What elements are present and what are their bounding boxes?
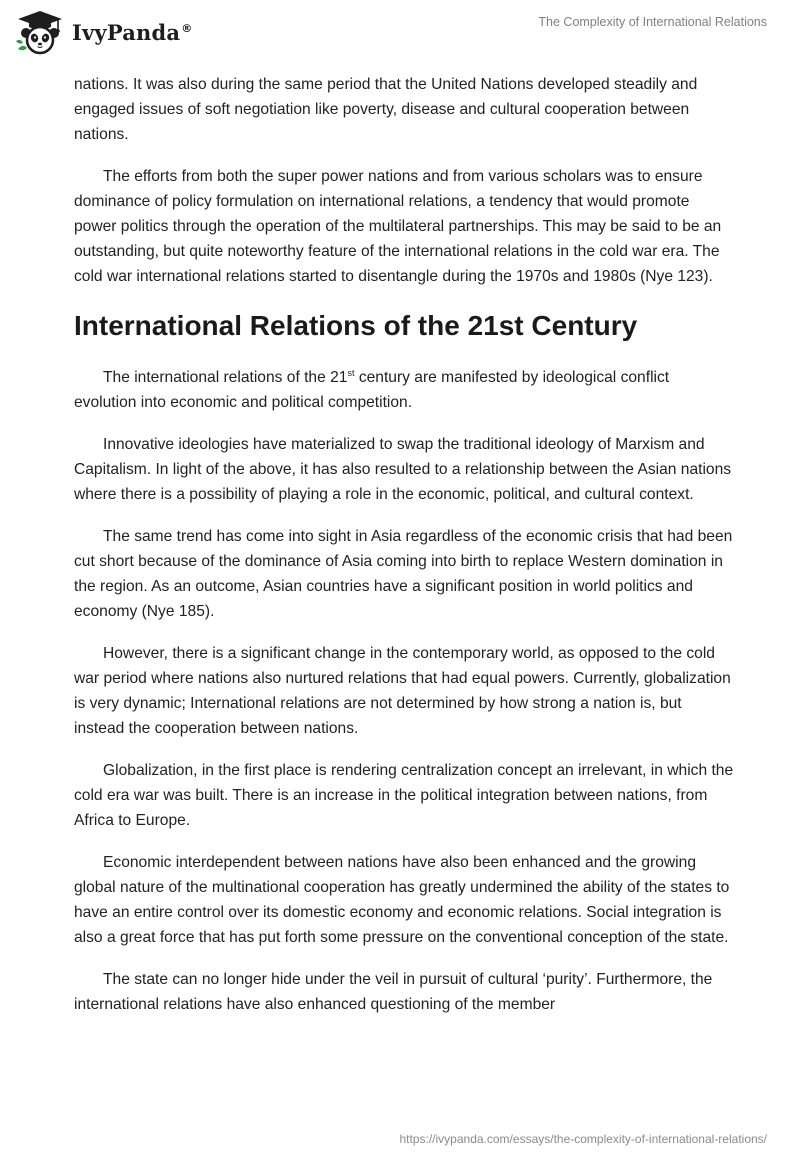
page-header <box>0 0 800 72</box>
paragraph-state: The state can no longer hide under the veil in pursuit of cultural ‘purity’. Furthermore, the international relations have also enhanced questioning of the member <box>74 971 713 1013</box>
registered-mark: ® <box>181 21 193 35</box>
paragraph-21st-text-end: century are manifested by ideological conflict evolution into economic and political competition. <box>74 369 670 411</box>
source-url[interactable]: https://ivypanda.com/essays/the-complexity-of-international-relations/ <box>399 1132 767 1146</box>
brand-name: IvyPanda® <box>72 19 193 45</box>
paragraph-21st-text-start: The international relations of the 21 <box>103 369 348 386</box>
section-heading: International Relations of the 21st Century <box>74 310 638 341</box>
ordinal-suffix: st <box>347 367 355 378</box>
panda-graduate-icon <box>14 8 66 56</box>
paragraph-efforts: The efforts from both the super power nations and from various scholars was to ensure dominance of policy formulation on international relations, a tendency that would promote power politics through the operation of the multilateral partnerships. This may be said to be an outstanding, but quite noteworthy feature of the international relations in the cold war era. The cold war international relations started to disentangle during the 1970s and 1980s (Nye 123). <box>74 168 722 285</box>
paragraph-continuation: nations. It was also during the same period that the United Nations developed steadily and engaged issues of soft negotiation like poverty, disease and cultural cooperation between nations. <box>74 76 698 143</box>
ivypanda-logo[interactable] <box>14 8 192 56</box>
paragraph-asia: The same trend has come into sight in Asia regardless of the economic crisis that had been cut short because of the dominance of Asia coming into birth to replace Western domination in the region. As an outcome, Asian countries have a significant position in world politics and economy (Nye 185). <box>74 528 733 620</box>
essay-body <box>74 72 734 1034</box>
paragraph-innovative: Innovative ideologies have materialized to swap the traditional ideology of Marxism and Capitalism. In light of the above, it has also resulted to a relationship between the Asian nations where there is a possibility of playing a role in the economic, political, and cultural context. <box>74 436 732 503</box>
paragraph-globalization: Globalization, in the first place is rendering centralization concept an irrelevant, in which the cold era war was built. There is an increase in the political integration between nations, from Africa to Europe. <box>74 762 734 829</box>
paragraph-21st-century <box>74 365 734 415</box>
paragraph-economic: Economic interdependent between nations have also been enhanced and the growing global nature of the multinational cooperation has greatly undermined the ability of the states to have an entire control over its domestic economy and economic relations. Social integration is also a great force that has put forth some pressure on the conventional conception of the state. <box>74 854 730 946</box>
paragraph-however: However, there is a significant change in the contemporary world, as opposed to the cold war period where nations also nurtured relations that had equal powers. Currently, globalization is very dynamic; International relations are not determined by how strong a nation is, but instead the cooperation between nations. <box>74 645 731 737</box>
running-title: The Complexity of International Relations <box>538 15 767 29</box>
